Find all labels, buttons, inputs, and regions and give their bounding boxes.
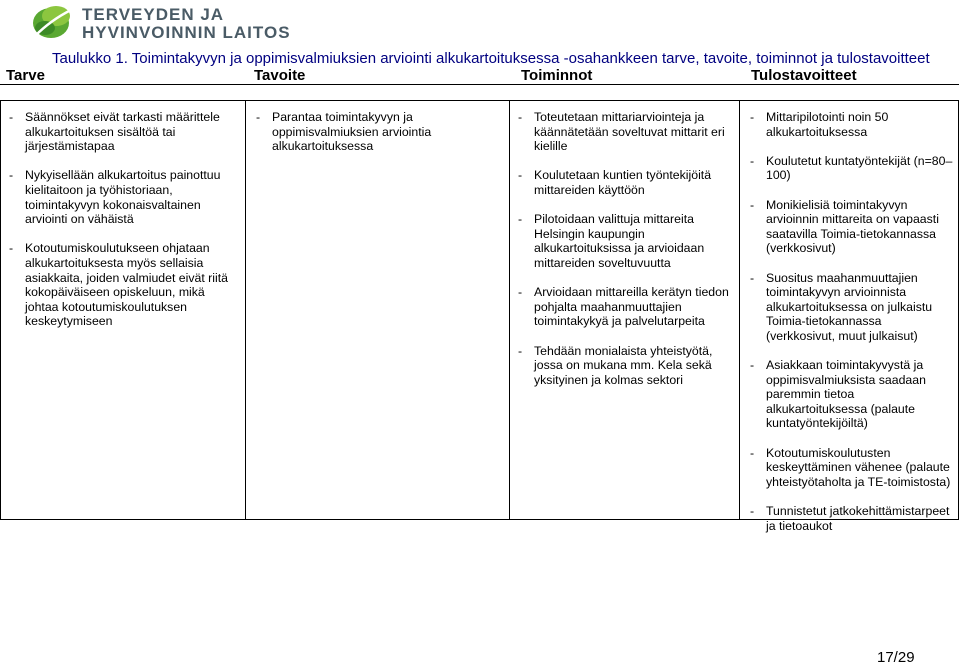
list-item [750, 198, 953, 256]
list-item-text: Toteutetaan mittariarviointeja ja käännätetään soveltuvat mittarit eri kielille [534, 110, 725, 154]
bullet-dash: - [518, 110, 523, 124]
column-divider [0, 100, 1, 519]
list-item [518, 344, 731, 388]
bullet-dash: - [9, 168, 14, 183]
list-item [518, 168, 731, 197]
column-divider [245, 100, 246, 519]
column-toiminnot [518, 110, 731, 402]
list-item-text: Koulutetut kuntatyöntekijät (n=80–100) [766, 153, 953, 183]
list-item [518, 285, 731, 329]
list-item-text: Koulutetaan kuntien työntekijöitä mittareiden käyttöön [534, 168, 712, 197]
list-item [9, 241, 235, 329]
column-tarve [9, 110, 235, 344]
thl-logo [31, 2, 291, 42]
column-divider [739, 100, 740, 519]
list-item [750, 446, 953, 490]
bullet-dash: - [9, 110, 14, 124]
header-tarve: Tarve [6, 67, 45, 84]
bullet-dash: - [750, 504, 755, 519]
logo-line-1: TERVEYDEN JA [82, 5, 225, 24]
list-item-text: Suositus maahanmuuttajien toimintakyvyn arvioinnista alkukartoituksessa on julkaistu Toimia-tietokannassa (verkkosivut, muut julkaisut) [766, 270, 933, 343]
list-item-text: Monikielisiä toimintakyvyn arvioinnin mittareita on vapaasti saatavilla Toimia-tietokannassa (verkkosivut) [766, 197, 939, 256]
column-tavoite [256, 110, 500, 168]
table-header-divider [0, 100, 959, 101]
header-tavoite: Tavoite [254, 67, 306, 84]
list-item-text: Mittaripilotointi noin 50 alkukartoituksessa [766, 110, 889, 139]
list-item [750, 358, 953, 431]
bullet-dash: - [750, 358, 755, 373]
list-item [518, 212, 731, 270]
list-item-text: Kotoutumiskoulutusten keskeyttäminen vähenee (palaute yhteistyötaholta ja TE-toimistosta) [766, 445, 951, 489]
page-number: 17/29 [877, 649, 915, 666]
header-tulostavoitteet: Tulostavoitteet [751, 67, 857, 84]
bullet-dash: - [750, 445, 755, 460]
bullet-dash: - [9, 241, 14, 256]
thl-leaf-icon [31, 2, 75, 42]
bullet-dash: - [256, 110, 261, 124]
list-item [750, 271, 953, 344]
list-item [750, 154, 953, 183]
list-item-text: Parantaa toimintakyvyn ja oppimisvalmiuksien arviointia alkukartoituksessa [272, 110, 432, 154]
list-item-text: Arvioidaan mittareilla kerätyn tiedon pohjalta maahanmuuttajien toimintakykyä ja palvelutarpeita [534, 285, 729, 329]
bullet-dash: - [750, 270, 755, 285]
list-item [518, 110, 731, 154]
header-toiminnot: Toiminnot [521, 67, 593, 84]
list-item-text: Tunnistetut jatkokehittämistarpeet ja tietoaukot [766, 504, 950, 533]
bullet-dash: - [518, 212, 523, 227]
list-item [9, 168, 235, 226]
column-divider [509, 100, 510, 519]
column-tulostavoitteet [750, 110, 953, 548]
list-item-text: Tehdään monialaista yhteistyötä, jossa on mukana mm. Kela sekä yksityinen ja kolmas sektori [534, 343, 713, 387]
list-item [750, 504, 953, 533]
bullet-dash: - [750, 153, 755, 168]
list-item [256, 110, 500, 154]
bullet-dash: - [518, 285, 523, 300]
list-item [9, 110, 235, 154]
bullet-dash: - [518, 168, 523, 183]
list-item-text: Kotoutumiskoulutukseen ohjataan alkukartoituksesta myös sellaisia asiakkaita, joiden valmiudet eivät riitä kokopäiväiseen opiskeluun, mikä johtaa kotoutumiskoulutuksen keskeytymiseen [25, 241, 229, 329]
bullet-dash: - [750, 197, 755, 212]
list-item-text: Nykyisellään alkukartoitus painottuu kielitaitoon ja työhistoriaan, toimintakyvyn kokonaisvaltainen arviointi on vähäistä [25, 168, 221, 227]
list-item-text: Pilotoidaan valittuja mittareita Helsingin kaupungin alkukartoituksissa ja arvioidaan mittareiden soveltuvuutta [534, 212, 705, 270]
table-border-top [0, 84, 959, 85]
list-item-text: Säännökset eivät tarkasti määrittele alkukartoituksen sisältöä tai järjestämistapaa [25, 110, 220, 154]
bullet-dash: - [518, 343, 523, 358]
table-caption: Taulukko 1. Toimintakyvyn ja oppimisvalmiuksien arviointi alkukartoituksessa -osahankkeen tarve, tavoite, toiminnot ja tulostavoitteet [52, 50, 930, 67]
list-item-text: Asiakkaan toimintakyvystä ja oppimisvalmiuksista saadaan paremmin tietoa alkukartoituksessa (palaute kuntatyöntekijöiltä) [766, 358, 926, 431]
logo-line-2: HYVINVOINNIN LAITOS [82, 23, 291, 42]
list-item [750, 110, 953, 139]
bullet-dash: - [750, 110, 755, 124]
table-header-row [0, 67, 959, 85]
